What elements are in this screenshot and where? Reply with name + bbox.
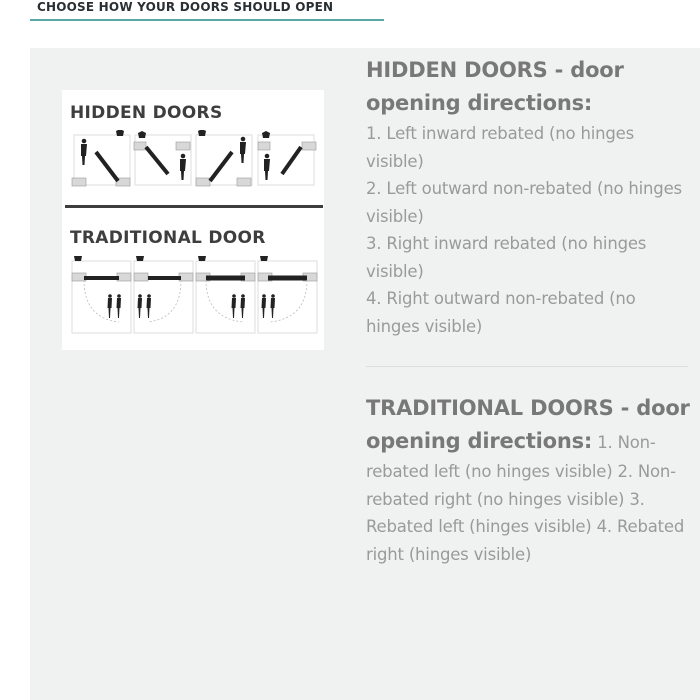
traditional-door-4-icon — [258, 256, 317, 333]
hidden-option-4: 4. Right outward non-rebated (no hinges visible) — [366, 289, 636, 336]
traditional-door-3-icon — [196, 256, 255, 333]
card-divider — [65, 205, 323, 208]
traditional-options-text: 1. Non-rebated left (no hinges visible) 2. Non-rebated right (no hinges visible) 3. Rebated left (hinges visible) 4. Rebated right (hinges visible) — [366, 433, 685, 564]
traditional-door-label: TRADITIONAL DOOR — [70, 228, 266, 248]
traditional-door-1-icon — [72, 256, 131, 333]
traditional-doors-heading: TRADITIONAL DOORS - door opening directions: — [366, 396, 690, 453]
hidden-doors-heading: HIDDEN DOORS - door opening directions: — [366, 58, 624, 115]
hidden-option-2: 2. Left outward non-rebated (no hinges visible) — [366, 179, 682, 226]
traditional-doors-section — [366, 392, 691, 568]
hidden-door-2-icon — [134, 131, 191, 185]
traditional-door-2-icon — [134, 256, 193, 333]
page-title: CHOOSE HOW YOUR DOORS SHOULD OPEN — [37, 0, 334, 14]
hidden-door-3-icon — [196, 130, 252, 186]
hidden-doors-section — [366, 54, 691, 340]
section-divider — [366, 366, 688, 367]
hidden-doors-label: HIDDEN DOORS — [70, 103, 223, 123]
door-diagram-card — [62, 90, 324, 350]
header-underline — [30, 19, 384, 21]
traditional-doors-diagram — [62, 256, 324, 336]
hidden-door-1-icon — [72, 130, 130, 186]
hidden-doors-diagram — [62, 130, 324, 192]
hidden-option-3: 3. Right inward rebated (no hinges visible) — [366, 234, 647, 281]
hidden-option-1: 1. Left inward rebated (no hinges visible) — [366, 124, 634, 171]
hidden-door-4-icon — [258, 131, 316, 185]
